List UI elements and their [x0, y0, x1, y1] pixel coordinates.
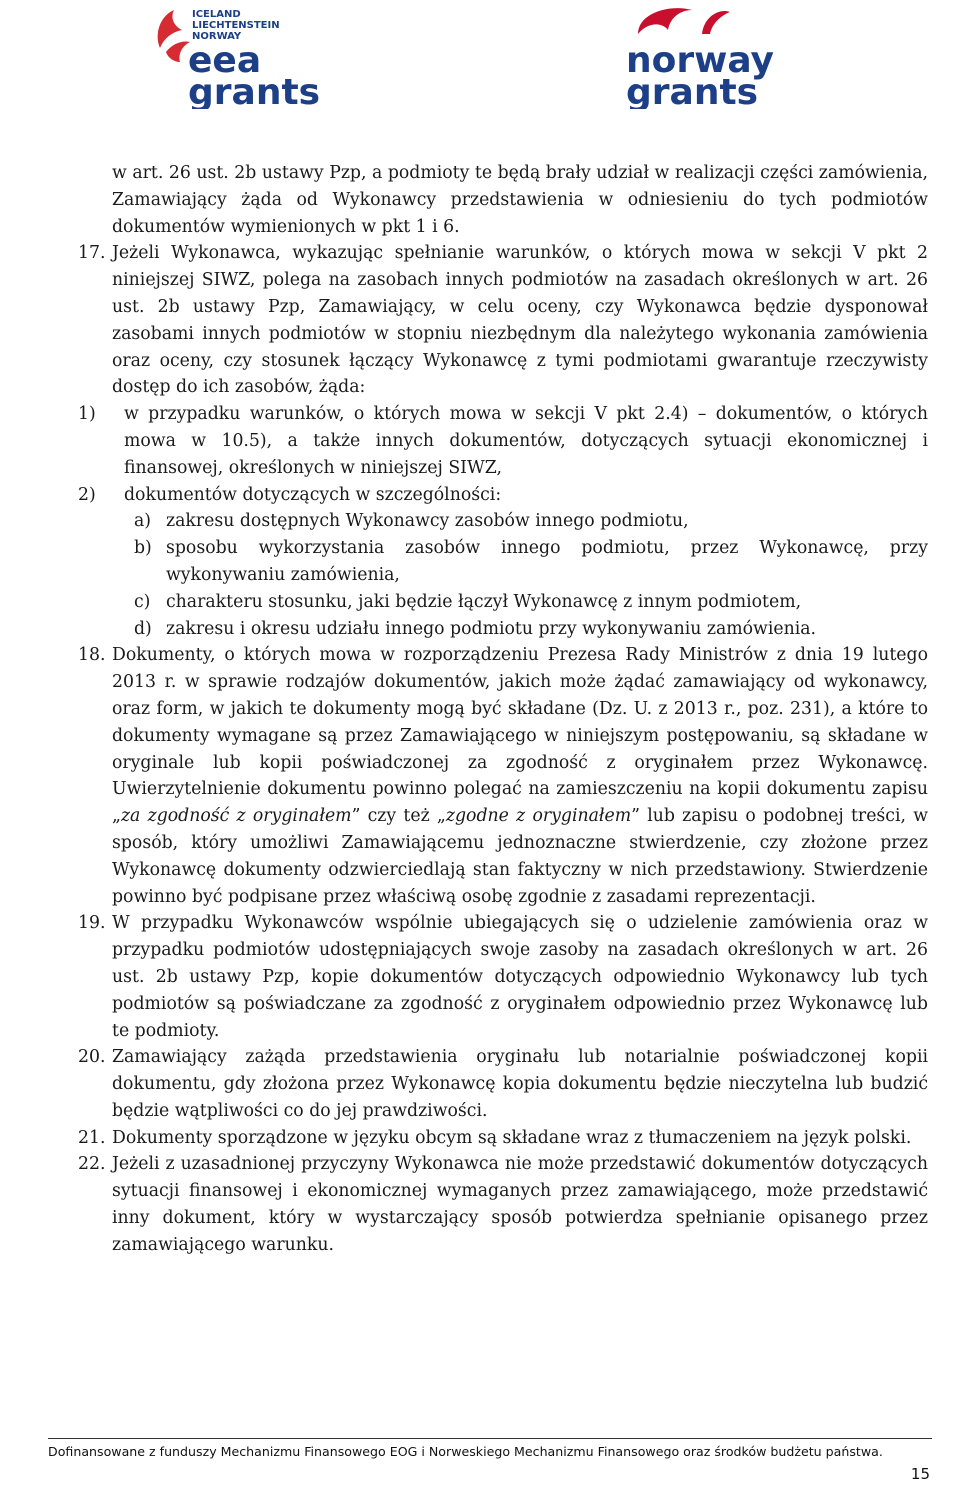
point-b-letter: b) [134, 538, 152, 559]
eea-logo-line-1: ICELAND [192, 9, 241, 20]
item-17-subitem-1 [78, 401, 928, 481]
item-17-subitem-2 [78, 482, 928, 509]
item-19-number: 19. [78, 913, 106, 934]
list-item-22 [78, 1151, 928, 1258]
norway-logo-word-2: grants [626, 72, 759, 109]
item-17-text: Jeżeli Wykonawca, wykazując spełnianie warunków, o których mowa w sekcji V pkt 2 niniejszej SIWZ, polega na zasobach innych podmiotów na zasadach określonych w art. 26 ust. 2b ustawy Pzp, Zamawiający, w celu oceny, czy Wykonawca będzie dysponował zasobami innych podmiotów w stopniu niezbędnym dla należytego wykonania zamówienia oraz oceny, czy stosunek łączący Wykonawcę z tymi podmiotami gwarantuje rzeczywisty dostęp do ich zasobów, żąda: [112, 243, 928, 398]
eea-logo-line-2: LIECHTENSTEIN [192, 20, 280, 31]
item-21-text: Dokumenty sporządzone w języku obcym są składane wraz z tłumaczeniem na język polski. [112, 1127, 912, 1148]
eea-logo-word-1: eea [188, 40, 262, 81]
subitem-1-text: w przypadku warunków, o których mowa w sekcji V pkt 2.4) – dokumentów, o których mowa w 10.5), a także innych dokumentów, dotyczących sytuacji ekonomicznej i finansowej, określonych w niniejszej SIWZ, [124, 404, 928, 478]
item-22-text: Jeżeli z uzasadnionej przyczyny Wykonawca nie może przedstawić dokumentów dotyczących sytuacji finansowej i ekonomicznej wymaganych przez zamawiającego, może przedstawić inny dokument, który w wystarczający sposób potwierdza spełnianie opisanego przez zamawiającego warunku. [112, 1154, 928, 1255]
subitem-2-number: 2) [78, 484, 96, 505]
subitem-2-point-b [78, 535, 928, 589]
item-18-text-c: ” lub zapisu o podobnej treści, w sposób, który umożliwi Zamawiającemu jednoznaczne stwierdzenie, czy złożone przez Wykonawcę dokumenty odzwierciedlają stan faktyczny w nich przedstawiony. Stwierdzenie powinno być podpisane przez właściwą osobę zgodnie z zasadami reprezentacji. [112, 806, 929, 907]
eea-grants-logo [152, 4, 322, 109]
norway-grants-logo-graphic [612, 4, 792, 109]
list-item-21 [78, 1125, 928, 1152]
subitem-2-point-c [78, 589, 928, 616]
list-item-19 [78, 910, 928, 1044]
item-18-text-b: ” czy też „ [351, 806, 446, 827]
subitem-2-point-d [78, 616, 928, 643]
list-item-18 [78, 642, 928, 910]
point-c-text: charakteru stosunku, jaki będzie łączył Wykonawcę z innym podmiotem, [166, 591, 802, 612]
norway-grants-logo [612, 4, 792, 109]
item-22-number: 22. [78, 1154, 106, 1175]
footer-text: Dofinansowane z funduszy Mechanizmu Finansowego EOG i Norweskiego Mechanizmu Finansowego oraz środków budżetu państwa. [48, 1444, 883, 1459]
item-20-number: 20. [78, 1047, 106, 1068]
item-18-italic-1: za zgodność z oryginałem [120, 806, 352, 827]
point-d-text: zakresu i okresu udziału innego podmiotu przy wykonywaniu zamówienia. [166, 618, 817, 639]
eea-logo-word-2: grants [188, 72, 321, 109]
item-17-number: 17. [78, 243, 106, 264]
item-18-number: 18. [78, 645, 106, 666]
item-18-text-a: Dokumenty, o których mowa w rozporządzeniu Prezesa Rady Ministrów z dnia 19 lutego 2013 r. w sprawie rodzajów dokumentów, jakich może żądać zamawiający od wykonawcy, oraz form, w jakich te dokumenty mogą być składane (Dz. U. z 2013 r., poz. 231), a które to dokumenty wymagane są przez Zamawiającego w niniejszym postępowaniu, są składane w oryginale lub kopii poświadczonej za zgodność z oryginałem przez Wykonawcę. Uwierzytelnienie dokumentu powinno polegać na zamieszczeniu na kopii dokumentu zapisu „ [112, 645, 928, 827]
list-item-20 [78, 1044, 928, 1124]
list-item-17 [78, 240, 928, 401]
page-number: 15 [910, 1465, 930, 1483]
point-a-letter: a) [134, 511, 152, 532]
eea-logo-line-3: NORWAY [192, 31, 242, 42]
subitem-1-number: 1) [78, 404, 96, 425]
item-18-italic-2: zgodne z oryginałem [445, 806, 632, 827]
point-a-text: zakresu dostępnych Wykonawcy zasobów innego podmiotu, [166, 511, 689, 532]
item-21-number: 21. [78, 1127, 106, 1148]
norway-logo-word-1: norway [626, 40, 775, 81]
point-b-text: sposobu wykorzystania zasobów innego podmiotu, przez Wykonawcę, przy wykonywaniu zamówienia, [166, 538, 928, 585]
document-body [78, 160, 928, 1259]
eea-grants-logo-graphic [152, 4, 322, 109]
point-c-letter: c) [134, 591, 151, 612]
subitem-2-text: dokumentów dotyczących w szczególności: [124, 484, 502, 505]
intro-paragraph: w art. 26 ust. 2b ustawy Pzp, a podmioty te będą brały udział w realizacji części zamówienia, Zamawiający żąda od Wykonawcy przedstawienia w odniesieniu do tych podmiotów dokumentów wymienionych w pkt 1 i 6. [112, 163, 928, 237]
point-d-letter: d) [134, 618, 152, 639]
footer-divider [48, 1438, 932, 1439]
subitem-2-point-a [78, 508, 928, 535]
item-19-text: W przypadku Wykonawców wspólnie ubiegających się o udzielenie zamówienia oraz w przypadku podmiotów udostępniających swoje zasoby na zasadach określonych w art. 26 ust. 2b ustawy Pzp, kopie dokumentów dotyczących odpowiednio Wykonawcy lub tych podmiotów są poświadczane za zgodność z oryginałem odpowiednio przez Wykonawcę lub te podmioty. [112, 913, 928, 1041]
item-20-text: Zamawiający zażąda przedstawienia oryginału lub notarialnie poświadczonej kopii dokumentu, gdy złożona przez Wykonawcę kopia dokumentu będzie nieczytelna lub budzić będzie wątpliwości co do jej prawdziwości. [112, 1047, 928, 1121]
